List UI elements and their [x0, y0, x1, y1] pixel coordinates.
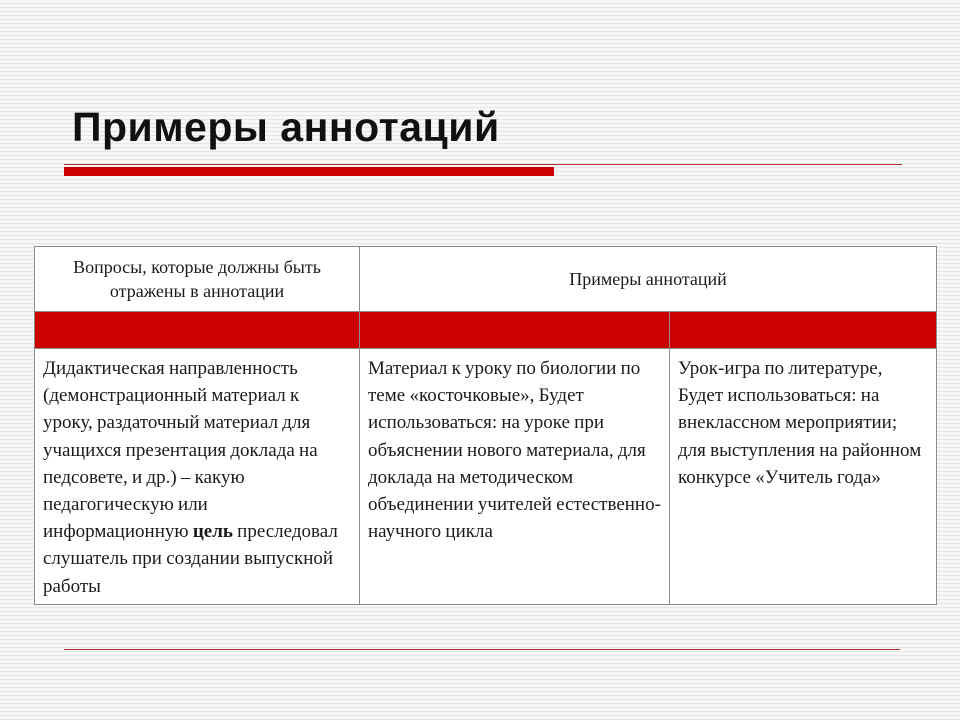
red-divider-cell — [360, 312, 670, 349]
questions-text: Дидактическая направленность (демонстрационный материал к уроку, раздаточный материал для учащихся презентация доклада на педсовете, и др.) – какую педагогическую или информационную — [43, 358, 318, 543]
questions-bold-term: цель — [192, 521, 233, 543]
questions-text-end: преследовал слушатель при создании выпускной работы — [43, 521, 338, 597]
example-cell-literature: Урок-игра по литературе, Будет использоваться: на внеклассном мероприятии; для выступления на районном конкурсе «Учитель года» — [670, 349, 937, 605]
red-divider-cell — [670, 312, 937, 349]
slide-title: Примеры аннотаций — [72, 104, 500, 150]
header-questions: Вопросы, которые должны быть отражены в аннотации — [35, 247, 360, 312]
annotation-examples-table — [34, 246, 937, 605]
example-cell-biology: Материал к уроку по биологии по теме «косточковые», Будет использоваться: на уроке при объяснении нового материала, для доклада на методическом объединении учителей естественно-научного цикла — [360, 349, 670, 605]
bottom-rule — [64, 649, 900, 650]
title-underline-rule — [64, 164, 902, 165]
table-row — [35, 349, 937, 605]
red-divider-cell — [35, 312, 360, 349]
table-header-row — [35, 247, 937, 312]
header-examples: Примеры аннотаций — [360, 247, 937, 312]
questions-cell — [35, 349, 360, 605]
red-divider-row — [35, 312, 937, 349]
title-accent-bar — [64, 167, 554, 176]
